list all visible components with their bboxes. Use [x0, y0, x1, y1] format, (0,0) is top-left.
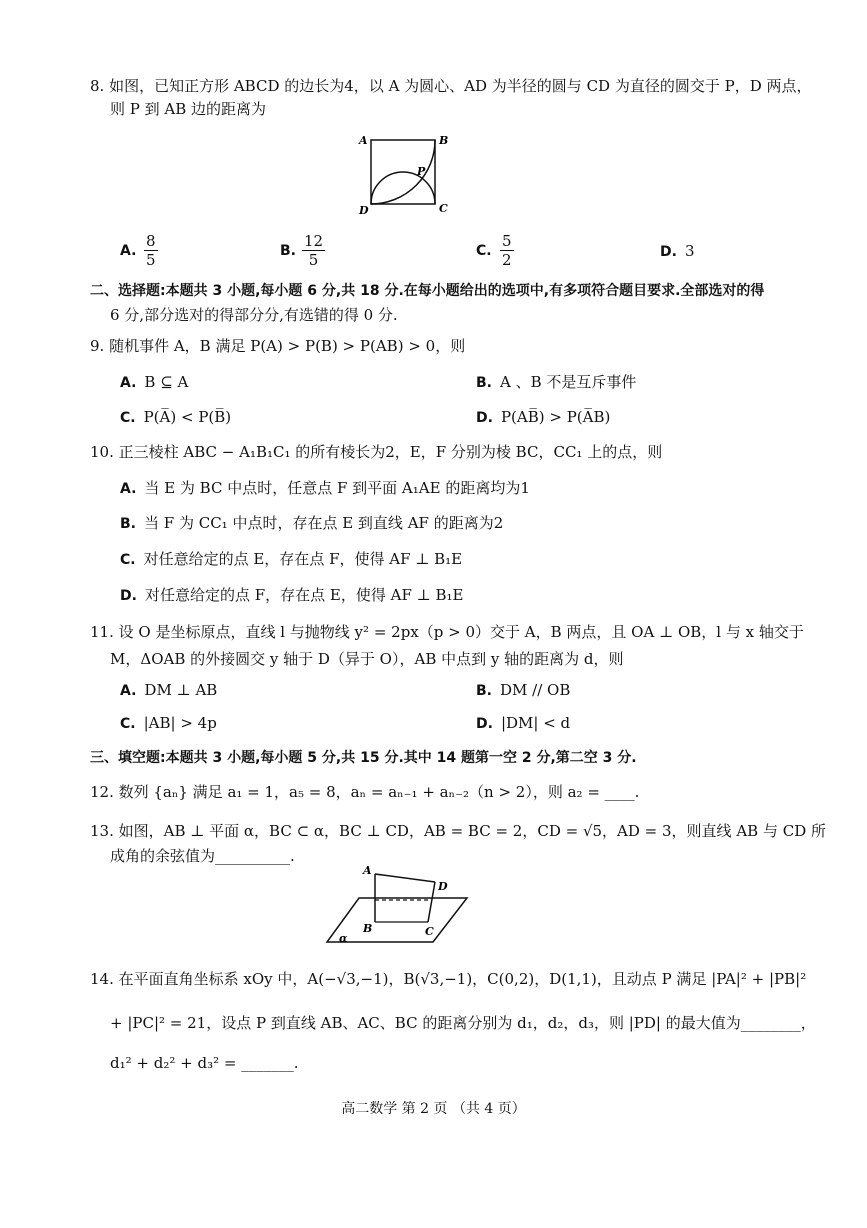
- page-footer: 高二数学 第 2 页 （共 4 页）: [341, 1101, 526, 1117]
- label-c: C: [425, 925, 434, 938]
- label-d: D: [438, 880, 448, 893]
- q10-option-b: B. 当 F 为 CC₁ 中点时，存在点 E 到直线 AF 的距离为2: [120, 514, 504, 532]
- q14-stem-line1: 14. 在平面直角坐标系 xOy 中，A(−√3,−1)，B(√3,−1)，C(0,2)，D(1,1)，且动点 P 满足 |PA|² + |PB|²: [90, 970, 807, 988]
- label-p: P: [417, 165, 426, 178]
- q8-option-a: A.: [120, 243, 137, 259]
- q11-option-c: C. |AB| > 4p: [120, 714, 217, 732]
- q14-stem-line3: d₁² + d₂² + d₃² = _______.: [110, 1054, 299, 1072]
- q10-option-a: A. 当 E 为 BC 中点时，任意点 F 到平面 A₁AE 的距离均为1: [120, 479, 530, 497]
- q9-option-a: A. B ⊆ A: [120, 373, 189, 391]
- section3-heading: 三、填空题:本题共 3 小题,每小题 5 分,共 15 分.其中 14 题第一空 2 分,第二空 3 分.: [90, 750, 637, 766]
- q8-square-figure: [355, 130, 460, 220]
- q9-stem: 9. 随机事件 A，B 满足 P(A) > P(B) > P(AB) > 0，则: [90, 337, 466, 355]
- q14-stem-line2: + |PC|² = 21，设点 P 到直线 AB、AC、BC 的距离分别为 d₁，d₂，d₃，则 |PD| 的最大值为________，: [110, 1014, 816, 1032]
- q11-option-b: B. DM // OB: [476, 681, 571, 699]
- section2-heading-line2: 6 分,部分选对的得部分分,有选错的得 0 分.: [110, 306, 398, 324]
- q9-option-b: B. A 、B 不是互斥事件: [476, 373, 637, 391]
- q11-stem-line1: 11. 设 O 是坐标原点，直线 l 与抛物线 y² = 2px（p > 0）交于 A，B 两点，且 OA ⊥ OB，l 与 x 轴交于: [90, 623, 804, 641]
- label-b: B: [439, 134, 449, 147]
- segment-ad: [375, 874, 435, 882]
- semicircle-cd: [371, 172, 435, 204]
- q13-stem-line1: 13. 如图，AB ⊥ 平面 α，BC ⊂ α，BC ⊥ CD，AB = BC = 2，CD = √5，AD = 3，则直线 AB 与 CD 所: [90, 822, 826, 840]
- q8-option-a-frac: $\frac{8}{5}$: [146, 232, 156, 269]
- q8-option-c: C.: [476, 243, 492, 259]
- q8-option-b-frac: $\frac{12}{5}$: [304, 232, 324, 269]
- q11-stem-line2: M，ΔOAB 的外接圆交 y 轴于 D（异于 O），AB 中点到 y 轴的距离为 d，则: [110, 650, 624, 668]
- q13-plane-figure: [325, 862, 470, 946]
- label-d: D: [359, 204, 369, 217]
- label-a: A: [359, 134, 368, 147]
- q8-option-d: D. 3: [660, 242, 695, 260]
- q12-stem: 12. 数列 {aₙ} 满足 a₁ = 1，a₅ = 8，aₙ = aₙ₋₁ + aₙ₋₂（n > 2），则 a₂ = ____.: [90, 783, 640, 801]
- label-b: B: [363, 922, 373, 935]
- q10-option-d: D. 对任意给定的点 F，存在点 E，使得 AF ⊥ B₁E: [120, 586, 464, 604]
- q8-option-c-frac: $\frac{5}{2}$: [502, 232, 512, 269]
- q10-option-c: C. 对任意给定的点 E，存在点 F，使得 AF ⊥ B₁E: [120, 550, 463, 568]
- plane-alpha: [327, 898, 467, 942]
- q10-stem: 10. 正三棱柱 ABC − A₁B₁C₁ 的所有棱长为2，E，F 分别为棱 BC，CC₁ 上的点，则: [90, 443, 663, 461]
- q9-option-d: D. P(AB̅) > P(A̅B): [476, 408, 611, 426]
- q8-stem-line2: 则 P 到 AB 边的距离为: [110, 100, 267, 118]
- q13-stem-line2: 成角的余弦值为__________.: [110, 847, 295, 865]
- label-c: C: [439, 202, 448, 215]
- q8-option-b: B.: [280, 243, 296, 259]
- q9-option-c: C. P(A̅) < P(B̅): [120, 408, 232, 426]
- label-alpha: α: [339, 932, 348, 945]
- section2-heading-line1: 二、选择题:本题共 3 小题,每小题 6 分,共 18 分.在每小题给出的选项中,有多项符合题目要求.全部选对的得: [90, 283, 765, 299]
- segment-dc: [428, 882, 435, 922]
- q11-option-d: D. |DM| < d: [476, 714, 571, 732]
- q8-stem-line1: 8. 如图，已知正方形 ABCD 的边长为4，以 A 为圆心、AD 为半径的圆与 CD 为直径的圆交于 P，D 两点，: [90, 77, 812, 95]
- q11-option-a: A. DM ⊥ AB: [120, 681, 218, 699]
- label-a: A: [363, 864, 372, 877]
